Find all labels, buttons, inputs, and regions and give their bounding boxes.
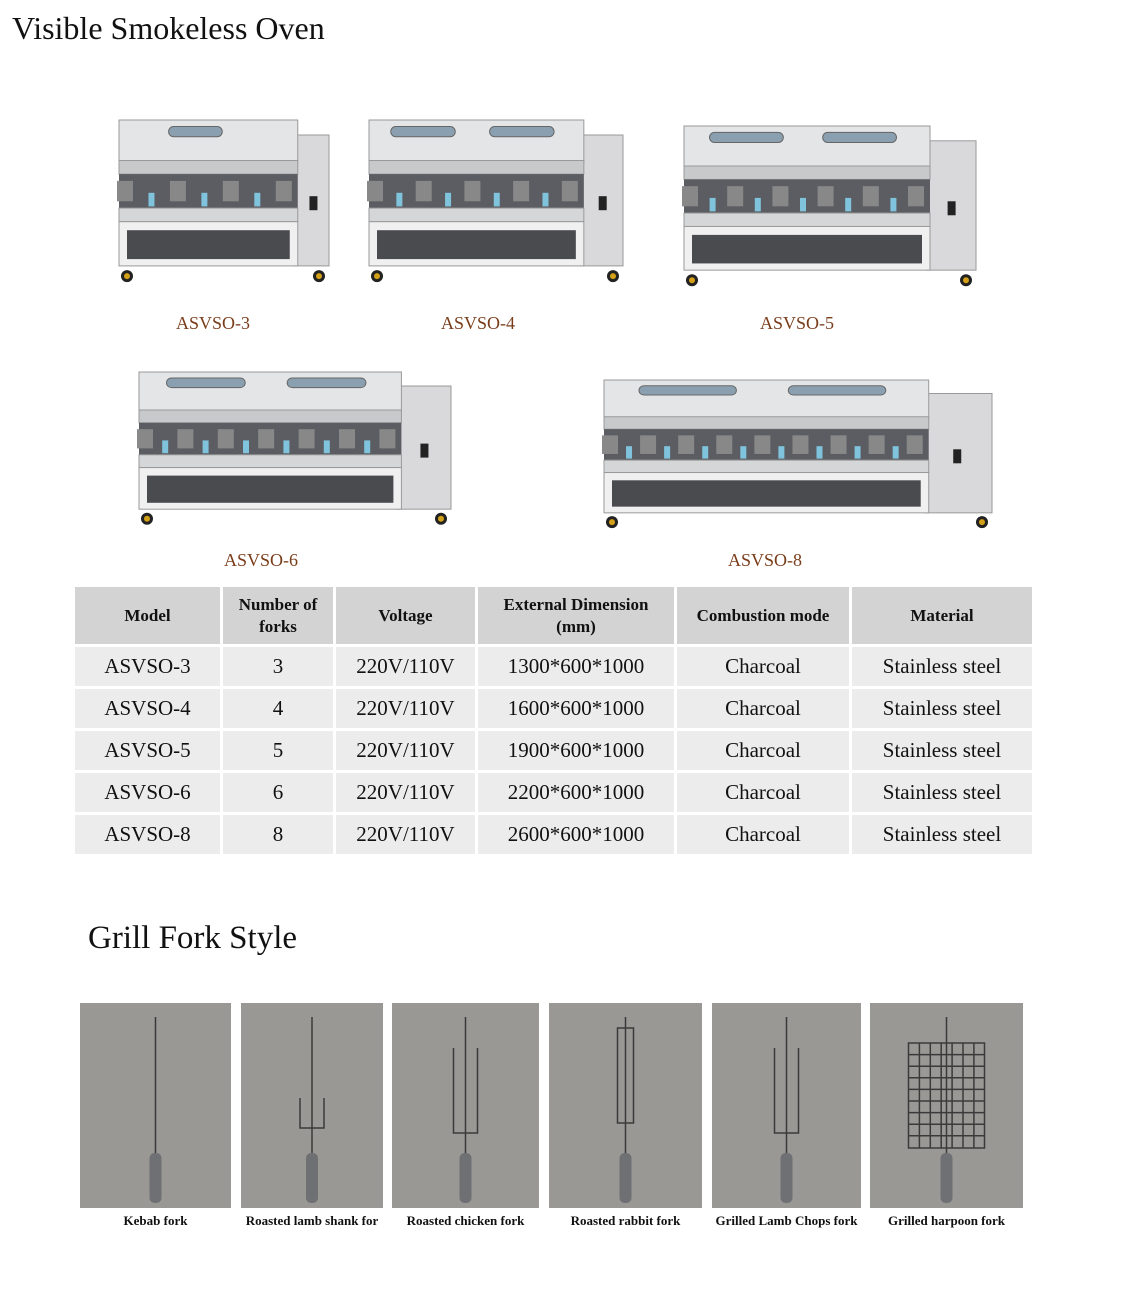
table-cell: 3 [223,647,333,686]
fork-image-harpoon [870,1003,1023,1208]
table-cell: Charcoal [677,689,849,728]
section-title: Grill Fork Style [88,920,298,956]
oven-image-asvso-4 [365,118,627,288]
table-cell: 1900*600*1000 [478,731,674,770]
table-cell: ASVSO-5 [75,731,220,770]
table-cell: Charcoal [677,647,849,686]
page-title: Visible Smokeless Oven [12,10,325,46]
table-cell: ASVSO-3 [75,647,220,686]
table-cell: 1300*600*1000 [478,647,674,686]
fork-image-chops [712,1003,861,1208]
table-cell: ASVSO-8 [75,815,220,854]
oven-image-asvso-6 [135,370,455,530]
oven-label: ASVSO-8 [727,550,803,570]
fork-label: Grilled harpoon fork [887,1213,1006,1228]
fork-label: Roasted chicken fork [406,1213,525,1228]
table-cell: 8 [223,815,333,854]
oven-image-asvso-3 [115,118,333,288]
table-cell: ASVSO-6 [75,773,220,812]
table-row [75,815,1032,854]
table-body [75,647,1032,854]
table-cell: 4 [223,689,333,728]
oven-label: ASVSO-3 [175,313,251,333]
table-cell: Charcoal [677,731,849,770]
table-cell: Stainless steel [852,647,1032,686]
column-header: Number of forks [223,587,333,644]
table-cell: 6 [223,773,333,812]
fork-image-rabbit [549,1003,702,1208]
table-cell: Stainless steel [852,773,1032,812]
table-cell: Stainless steel [852,731,1032,770]
fork-label: Kebab fork [123,1213,188,1228]
spec-table [72,584,1035,857]
table-row [75,773,1032,812]
oven-label: ASVSO-5 [759,313,835,333]
fork-image-shank [241,1003,383,1208]
column-header: Voltage [336,587,475,644]
table-row [75,731,1032,770]
fork-image-kebab [80,1003,231,1208]
table-cell: Stainless steel [852,815,1032,854]
table-cell: 220V/110V [336,731,475,770]
column-header: Combustion mode [677,587,849,644]
oven-image-asvso-8 [600,378,996,533]
column-header: External Dimension (mm) [478,587,674,644]
table-cell: Charcoal [677,815,849,854]
table-cell: Stainless steel [852,689,1032,728]
table-cell: 1600*600*1000 [478,689,674,728]
table-header-row [75,587,1032,644]
oven-image-asvso-5 [680,124,980,292]
table-cell: 2200*600*1000 [478,773,674,812]
fork-label: Grilled Lamb Chops fork [715,1213,858,1228]
table-cell: Charcoal [677,773,849,812]
table-cell: 2600*600*1000 [478,815,674,854]
fork-label: Roasted rabbit fork [570,1213,681,1228]
oven-label: ASVSO-4 [440,313,516,333]
column-header: Model [75,587,220,644]
oven-label: ASVSO-6 [223,550,299,570]
table-cell: ASVSO-4 [75,689,220,728]
table-cell: 220V/110V [336,647,475,686]
table-cell: 220V/110V [336,815,475,854]
table-cell: 220V/110V [336,773,475,812]
table-row [75,689,1032,728]
table-cell: 5 [223,731,333,770]
table-row [75,647,1032,686]
column-header: Material [852,587,1032,644]
fork-image-chicken [392,1003,539,1208]
fork-label: Roasted lamb shank for [245,1213,379,1228]
table-cell: 220V/110V [336,689,475,728]
